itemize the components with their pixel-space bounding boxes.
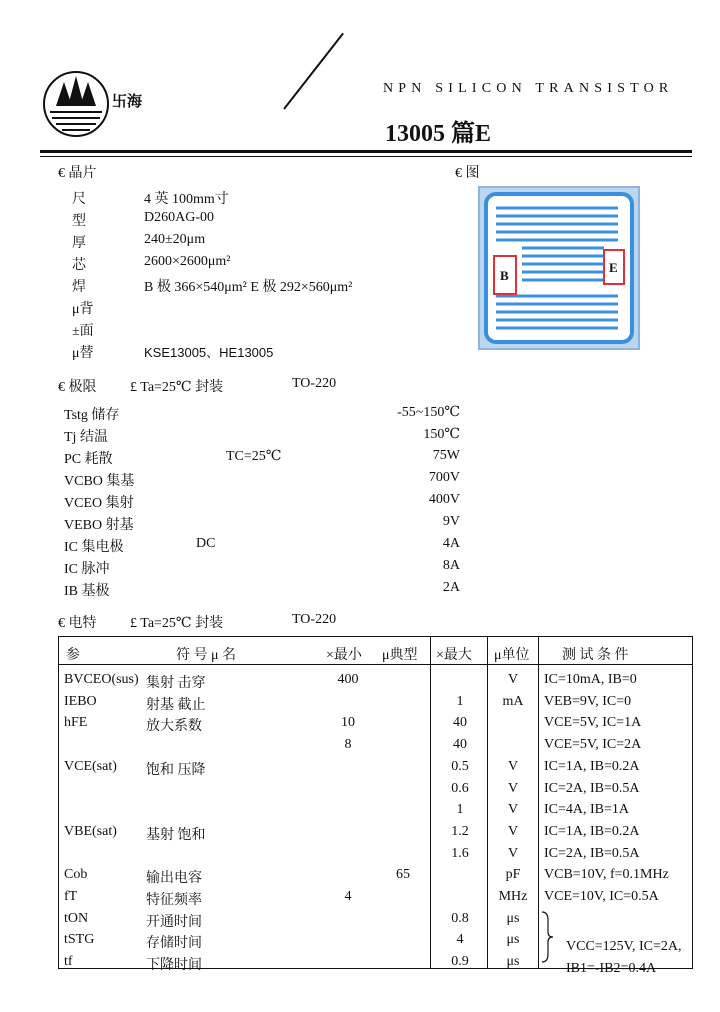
elec-unit: pF	[505, 867, 521, 883]
elec-max: 40	[453, 737, 467, 753]
elec-max: 1.2	[451, 823, 469, 839]
elec-cond: IC=4A, IB=1A	[544, 802, 630, 818]
header-rule	[40, 150, 692, 153]
rating-cond: TC=25℃	[226, 449, 282, 464]
elec-name: 下降时间	[146, 958, 202, 974]
pad-b-label: B	[500, 268, 509, 283]
rating-value: 8A	[442, 558, 460, 573]
elec-name: 输出电容	[146, 871, 202, 887]
table-header-rule	[58, 664, 692, 665]
elec-max: 40	[453, 715, 467, 731]
elec-unit: μs	[506, 954, 520, 970]
elec-cond: IC=1A, IB=0.2A	[544, 758, 640, 774]
table-right-rule	[692, 636, 693, 969]
chip-label: μ背	[72, 302, 94, 317]
chip-value: D260AG-00	[144, 210, 214, 225]
elec-param: tSTG	[64, 932, 95, 948]
elec-max: 1	[456, 693, 464, 709]
elec-unit: mA	[502, 693, 524, 709]
elec-param: hFE	[64, 715, 88, 731]
chip-value: KSE13005、HE13005	[144, 345, 274, 360]
rating-symbol: VCBO 集基	[64, 474, 135, 489]
elec-min: 8	[344, 737, 352, 753]
elec-typ: 65	[396, 867, 410, 883]
elec-param: IEBO	[64, 693, 97, 709]
elec-param: Cob	[64, 867, 88, 883]
company-name: 卐海	[112, 94, 143, 110]
die-layout-drawing	[478, 186, 640, 350]
rating-value: -55~150℃	[397, 405, 460, 420]
elec-unit: V	[507, 672, 519, 687]
elec-cond: VCE=10V, IC=0.5A	[544, 889, 659, 904]
elec-max: 4	[456, 932, 464, 948]
chip-label: 型	[72, 214, 86, 229]
switching-brace	[540, 910, 554, 964]
elec-unit: MHz	[498, 889, 528, 904]
ratings-title: € 极限	[58, 380, 97, 395]
table-left-rule	[58, 636, 59, 969]
th-conditions: 测 试 条 件	[562, 648, 629, 663]
table-col-rule	[430, 636, 431, 969]
rating-value: 700V	[428, 470, 460, 485]
chip-label: 芯	[72, 258, 86, 273]
elec-param: tf	[64, 954, 73, 970]
th-symbol-name: 符 号 μ 名	[176, 648, 237, 663]
chip-label: 尺	[72, 192, 86, 207]
chip-value: 240±20μm	[144, 232, 206, 247]
chip-label: ±面	[72, 324, 94, 339]
ratings-condition: £ Ta=25℃ 封装	[130, 380, 224, 395]
part-number: 13005 篇E	[385, 121, 492, 147]
elec-unit: V	[507, 780, 519, 796]
rating-value: 400V	[428, 492, 460, 507]
elec-cond: IB1=-IB2=0.4A	[566, 960, 657, 976]
elec-max: 0.6	[451, 780, 469, 796]
chip-section-title: € 晶片	[58, 166, 97, 181]
table-col-rule	[538, 636, 539, 969]
th-max: ×最大	[436, 648, 472, 663]
rating-symbol: Tstg 储存	[64, 408, 120, 423]
elec-name: 饱和 压降	[146, 762, 206, 778]
elec-name: 集射 击穿	[146, 676, 206, 691]
rating-value: 2A	[442, 580, 460, 595]
rating-symbol: PC 耗散	[64, 452, 113, 467]
elec-unit: V	[507, 758, 519, 774]
th-typ: μ典型	[382, 648, 418, 663]
elec-name: 特征频率	[146, 893, 202, 908]
chip-layout-title: € 图	[455, 166, 480, 181]
chip-label: 厚	[72, 236, 86, 251]
rating-cond: DC	[196, 536, 216, 551]
chip-value: B 极 366×540μm² E 极 292×560μm²	[144, 280, 353, 295]
rating-value: 4A	[442, 536, 460, 551]
rating-symbol: VEBO 射基	[64, 518, 134, 533]
rating-symbol: IC 脉冲	[64, 562, 110, 577]
elec-unit: V	[507, 823, 519, 839]
elec-max: 0.8	[451, 910, 469, 926]
elec-title: € 电特	[58, 616, 97, 631]
elec-name: 放大系数	[146, 719, 202, 735]
elec-name: 基射 饱和	[146, 827, 206, 843]
elec-cond: IC=2A, IB=0.5A	[544, 845, 640, 861]
elec-cond: VCE=5V, IC=1A	[544, 715, 642, 731]
elec-max: 1.6	[451, 845, 469, 861]
elec-max: 1	[456, 802, 464, 818]
chip-value: 2600×2600μm²	[144, 254, 231, 269]
rating-symbol: IB 基极	[64, 584, 110, 599]
chip-value: 4 英 100mm寸	[144, 192, 229, 207]
elec-min: 10	[341, 715, 355, 731]
title-slash	[283, 33, 344, 110]
elec-condition: £ Ta=25℃ 封装	[130, 616, 224, 631]
device-type: NPN SILICON TRANSISTOR	[383, 81, 674, 96]
elec-cond: IC=2A, IB=0.5A	[544, 780, 640, 796]
th-unit: μ单位	[494, 648, 530, 663]
elec-package: TO-220	[292, 612, 337, 627]
elec-min: 4	[344, 889, 352, 904]
chip-label: 焊	[72, 280, 86, 295]
table-top-rule	[58, 636, 692, 637]
th-param: 参	[66, 648, 80, 663]
elec-name: 开通时间	[146, 914, 202, 930]
pad-e-label: E	[609, 260, 618, 275]
th-min: ×最小	[326, 648, 362, 663]
elec-cond: IC=10mA, IB=0	[544, 672, 637, 687]
elec-max: 0.5	[451, 758, 469, 774]
header-rule-thin	[40, 156, 692, 157]
elec-param: BVCEO(sus)	[64, 672, 139, 687]
elec-unit: μs	[506, 910, 520, 926]
elec-cond: VEB=9V, IC=0	[544, 693, 632, 709]
elec-param: VBE(sat)	[64, 823, 117, 839]
elec-cond: IC=1A, IB=0.2A	[544, 823, 640, 839]
elec-name: 存储时间	[146, 936, 202, 952]
elec-cond: VCE=5V, IC=2A	[544, 737, 642, 753]
elec-unit: μs	[506, 932, 520, 948]
elec-cond: VCB=10V, f=0.1MHz	[544, 867, 669, 883]
rating-value: 150℃	[423, 427, 460, 442]
rating-symbol: IC 集电极	[64, 540, 124, 555]
company-logo	[42, 70, 110, 138]
rating-value: 75W	[432, 448, 460, 463]
rating-symbol: VCEO 集射	[64, 496, 134, 511]
rating-value: 9V	[442, 514, 460, 529]
elec-unit: V	[507, 802, 519, 818]
elec-cond: VCC=125V, IC=2A,	[566, 938, 682, 954]
elec-max: 0.9	[451, 954, 469, 970]
elec-param: tON	[64, 910, 89, 926]
chip-label: μ替	[72, 346, 94, 361]
elec-name: 射基 截止	[146, 697, 206, 713]
elec-param: fT	[64, 889, 78, 904]
rating-symbol: Tj 结温	[64, 430, 108, 445]
ratings-package: TO-220	[292, 376, 337, 391]
elec-param: VCE(sat)	[64, 758, 117, 774]
elec-min: 400	[337, 672, 359, 687]
elec-unit: V	[507, 845, 519, 861]
